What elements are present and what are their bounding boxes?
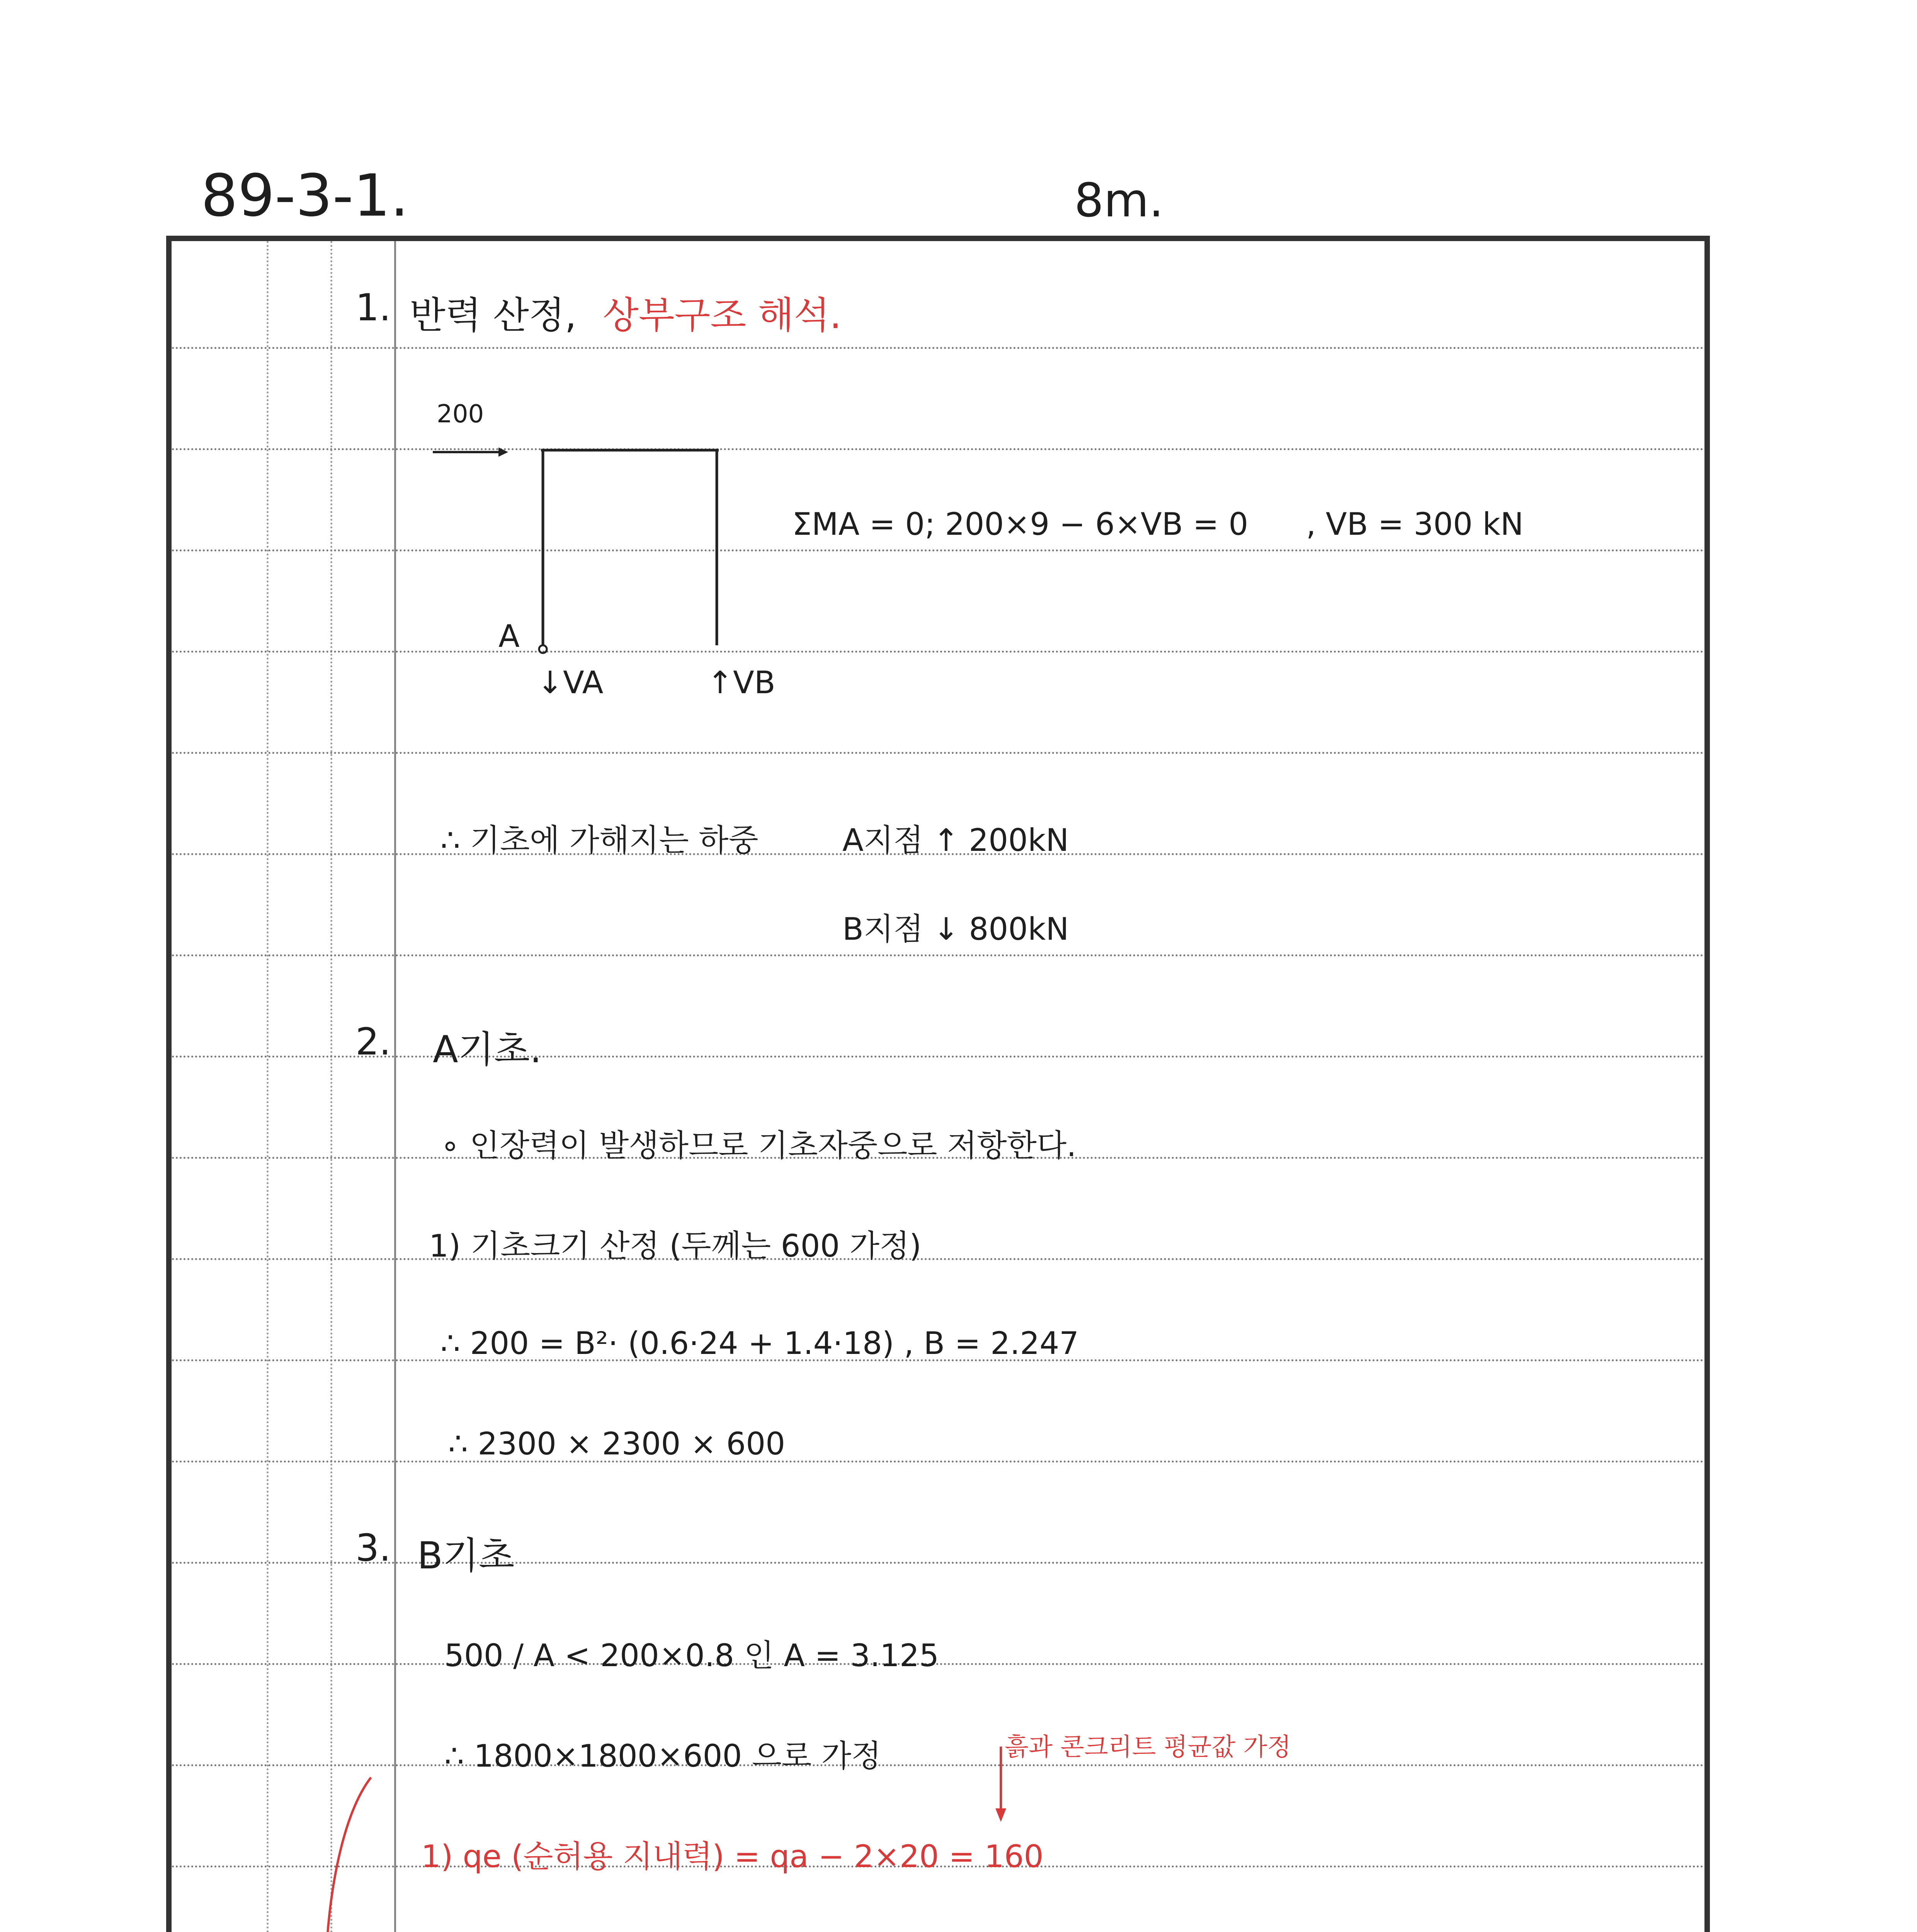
s3-number: 3. bbox=[356, 1526, 391, 1570]
s3-note: 흙과 콘크리트 평균값 가정 bbox=[1005, 1733, 1291, 1762]
load-a-value: A지점 ↑ 200kN bbox=[842, 822, 1069, 858]
point-a-label: A bbox=[498, 618, 520, 654]
margin-line bbox=[394, 241, 396, 1932]
ruled-line bbox=[172, 448, 1704, 450]
ruled-line bbox=[172, 651, 1704, 653]
s3-heading: B기초 bbox=[417, 1534, 515, 1577]
page-mark: 8m. bbox=[1074, 174, 1164, 228]
vb-label: ↑VB bbox=[707, 665, 776, 701]
red-bracket bbox=[294, 1770, 386, 1932]
ruled-line bbox=[172, 1562, 1704, 1564]
margin-line bbox=[267, 241, 269, 1932]
s2-calc: ∴ 200 = B²· (0.6·24 + 1.4·18) , B = 2.247 bbox=[441, 1325, 1079, 1361]
s2-sub1: 1) 기초크기 산정 (두께는 600 가정) bbox=[429, 1228, 922, 1264]
load-arrow-head bbox=[498, 447, 508, 457]
note-arrow bbox=[989, 1747, 1012, 1824]
s3-calc: 500 / A < 200×0.8 인 A = 3.125 bbox=[444, 1638, 939, 1673]
ruled-line bbox=[172, 752, 1704, 754]
ruled-line bbox=[172, 1764, 1704, 1766]
s2-result: ∴ 2300 × 2300 × 600 bbox=[448, 1426, 785, 1462]
s2-number: 2. bbox=[356, 1020, 391, 1063]
support-a bbox=[539, 645, 547, 653]
s1-heading: 반력 산정, bbox=[410, 294, 577, 337]
s3-red1: 1) qe (순허용 지내력) = qa − 2×20 = 160 bbox=[421, 1838, 1044, 1874]
s1-heading-red: 상부구조 해석. bbox=[603, 294, 842, 337]
ruled-line bbox=[172, 347, 1704, 349]
ruled-line bbox=[172, 954, 1704, 956]
ruled-line bbox=[172, 1056, 1704, 1058]
ruled-line bbox=[172, 549, 1704, 551]
s3-assume: ∴ 1800×1800×600 으로 가정 bbox=[444, 1738, 881, 1774]
vb-result: , VB = 300 kN bbox=[1306, 506, 1524, 542]
moment-equation: ΣMA = 0; 200×9 − 6×VB = 0 bbox=[792, 506, 1249, 542]
load-b-value: B지점 ↓ 800kN bbox=[842, 911, 1069, 947]
notebook-frame bbox=[166, 236, 1710, 1932]
load-label: 200 bbox=[437, 400, 484, 429]
load-summary-label: ∴ 기초에 가해지는 하중 bbox=[441, 822, 759, 858]
ruled-line bbox=[172, 1258, 1704, 1260]
margin-line bbox=[330, 241, 332, 1932]
s2-bullet: ∘ 인장력이 발생하므로 기초자중으로 저항한다. bbox=[441, 1128, 1077, 1163]
s1-number: 1. bbox=[356, 286, 391, 329]
ruled-line bbox=[172, 1461, 1704, 1463]
s2-heading: A기초. bbox=[433, 1028, 542, 1071]
va-label: ↓VA bbox=[537, 665, 604, 701]
problem-code: 89-3-1. bbox=[201, 162, 409, 230]
